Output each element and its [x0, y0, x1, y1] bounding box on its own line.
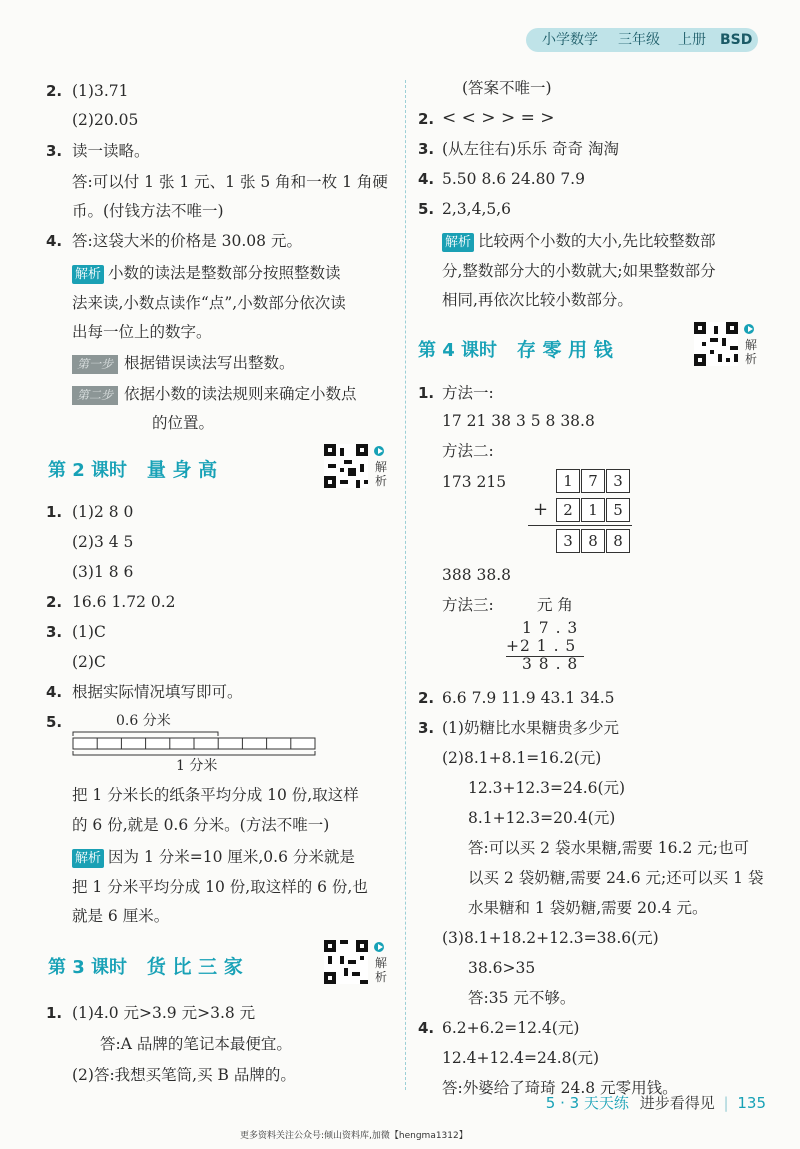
play-icon — [374, 942, 384, 952]
plus-sign: + — [533, 499, 549, 520]
answer: 根据实际情况填写即可。 — [72, 683, 243, 701]
lesson-title: 存 零 用 钱 — [516, 339, 613, 361]
answer: (3)1 8 6 — [72, 563, 134, 581]
answer: 答:可以付 1 张 1 元、1 张 5 角和一枚 1 角硬 — [72, 173, 388, 191]
ruler-bottom-label: 1 分米 — [176, 758, 218, 774]
unit-header: 元 角 — [537, 596, 573, 614]
step-2-text: 的位置。 — [152, 414, 215, 432]
q-number: 4. — [46, 683, 63, 701]
digit-box: 1 — [556, 469, 580, 493]
q-number: 5. — [46, 713, 63, 731]
answer: 6.6 7.9 11.9 43.1 34.5 — [442, 689, 615, 707]
answer: 答:A 品牌的笔记本最便宜。 — [100, 1035, 292, 1053]
lesson-4-heading — [418, 335, 613, 362]
jiexi-tag: 解析 — [72, 849, 104, 868]
q-number: 3. — [418, 140, 435, 158]
footnote: 更多资料关注公众号:倾山资料库,加微【hengma1312】 — [240, 1131, 468, 1141]
explanation — [72, 263, 341, 284]
step-2-text: 依据小数的读法规则来确定小数点 — [124, 385, 357, 403]
answer: 水果糖和 1 袋奶糖,需要 20.4 元。 — [468, 899, 708, 917]
page-footer: 5 · 3 天天练 进步看得见 | 135 — [545, 1094, 766, 1112]
page-number: 135 — [737, 1094, 766, 1112]
step-2 — [72, 384, 357, 405]
lesson-2-heading — [48, 455, 217, 482]
answer: (2)8.1+8.1=16.2(元) — [442, 749, 602, 767]
jiexi-tag: 解析 — [72, 265, 104, 284]
q-number: 1. — [46, 1004, 63, 1022]
digit-box: 3 — [606, 469, 630, 493]
answer: (2)C — [72, 653, 106, 671]
answer: 8.1+12.3=20.4(元) — [468, 809, 616, 827]
explanation-text: 因为 1 分米=10 厘米,0.6 分米就是 — [108, 848, 355, 866]
jiexi-tag: 解析 — [442, 233, 474, 252]
qr-code-icon[interactable] — [694, 322, 738, 366]
digit-box: 8 — [606, 529, 630, 553]
digit-box: 5 — [606, 498, 630, 522]
answer: (3)8.1+18.2+12.3=38.6(元) — [442, 929, 659, 947]
q-number: 2. — [418, 110, 435, 128]
q-number: 1. — [418, 384, 435, 402]
lesson-title: 量 身 高 — [146, 459, 218, 481]
q-number: 4. — [418, 170, 435, 188]
answer: 以买 2 袋奶糖,需要 24.6 元;还可以买 1 袋 — [468, 869, 764, 887]
q-number: 2. — [46, 593, 63, 611]
footer-brand: 5 · 3 天天练 — [545, 1094, 629, 1112]
explanation-text: 就是 6 厘米。 — [72, 907, 170, 925]
step-1 — [72, 353, 295, 374]
explanation-text: 出每一位上的数字。 — [72, 323, 212, 341]
digit-box: 2 — [556, 498, 580, 522]
explanation-text: 比较两个小数的大小,先比较整数部 — [478, 232, 716, 250]
column-divider — [405, 80, 406, 1090]
answer: 388 38.8 — [442, 566, 512, 584]
step-2-tag: 第二步 — [72, 386, 118, 405]
answer: (1)4.0 元>3.9 元>3.8 元 — [72, 1004, 256, 1022]
answer: 答:这袋大米的价格是 30.08 元。 — [72, 232, 302, 250]
play-icon — [744, 324, 754, 334]
q-number: 3. — [418, 719, 435, 737]
grade: 三年级 — [618, 32, 660, 48]
qr-code-icon[interactable] — [324, 444, 368, 488]
answer: (2)答:我想买笔筒,买 B 品牌的。 — [72, 1066, 296, 1084]
q-number: 3. — [46, 142, 63, 160]
explanation-text: 分,整数部分大的小数就大;如果整数部分 — [442, 262, 716, 280]
calc-row: +2 1 . 5 — [506, 637, 577, 655]
explanation-text: 法来读,小数点读作“点”,小数部分依次读 — [72, 294, 346, 312]
explanation — [442, 231, 715, 252]
qr-label: 解析 — [375, 956, 388, 984]
play-icon — [374, 446, 384, 456]
answer: (2)20.05 — [72, 111, 139, 129]
digit-box: 7 — [581, 469, 605, 493]
answer: 12.4+12.4=24.8(元) — [442, 1049, 600, 1067]
step-1-text: 根据错误读法写出整数。 — [124, 354, 295, 372]
answer: < < > > = > — [442, 108, 555, 128]
answer: 2,3,4,5,6 — [442, 200, 512, 218]
answer: 答:外婆给了琦琦 24.8 元零用钱。 — [442, 1079, 678, 1097]
answer: 173 215 — [442, 473, 507, 491]
footer-slogan: 进步看得见 — [639, 1094, 715, 1112]
method-label: 方法三: — [442, 596, 494, 614]
answer: 读一读略。 — [72, 142, 150, 160]
answer: 6.2+6.2=12.4(元) — [442, 1019, 580, 1037]
explanation-text: 小数的读法是整数部分按照整数读 — [108, 264, 341, 282]
term: 上册 — [678, 32, 706, 48]
lesson-title: 货 比 三 家 — [146, 956, 243, 978]
digit-box: 8 — [581, 529, 605, 553]
answer: (1)奶糖比水果糖贵多少元 — [442, 719, 619, 737]
sum-line — [528, 525, 632, 526]
qr-code-icon[interactable] — [324, 940, 368, 984]
lesson-number: 第 3 课时 — [48, 957, 128, 978]
calc-row: 1 7 . 3 — [522, 619, 579, 637]
answer: 答:可以买 2 袋水果糖,需要 16.2 元;也可 — [468, 839, 749, 857]
answer: (1)C — [72, 623, 106, 641]
digit-box: 1 — [581, 498, 605, 522]
lesson-number: 第 2 课时 — [48, 460, 128, 481]
header-badge — [526, 28, 758, 52]
method-label: 方法一: — [442, 384, 494, 402]
answer: 17 21 38 3 5 8 38.8 — [442, 412, 595, 430]
digit-box: 3 — [556, 529, 580, 553]
q-number: 5. — [418, 200, 435, 218]
answer: 币。(付钱方法不唯一) — [72, 202, 224, 220]
explanation — [72, 847, 355, 868]
explanation-text: 把 1 分米平均分成 10 份,取这样的 6 份,也 — [72, 878, 368, 896]
answer: 5.50 8.6 24.80 7.9 — [442, 170, 585, 188]
q-number: 2. — [418, 689, 435, 707]
answer: (1)3.71 — [72, 82, 129, 100]
q-number: 4. — [418, 1019, 435, 1037]
calc-row: 3 8 . 8 — [522, 655, 579, 673]
subject: 小学数学 — [542, 32, 598, 48]
explanation-text: 相同,再依次比较小数部分。 — [442, 291, 633, 309]
answer: 16.6 1.72 0.2 — [72, 593, 176, 611]
ruler-top-label: 0.6 分米 — [116, 713, 171, 729]
answer: (从左往右)乐乐 奇奇 淘淘 — [442, 140, 619, 158]
qr-label: 解析 — [745, 338, 758, 366]
method-label: 方法二: — [442, 442, 494, 460]
answer: (2)3 4 5 — [72, 533, 134, 551]
q-number: 4. — [46, 232, 63, 250]
answer: 12.3+12.3=24.6(元) — [468, 779, 626, 797]
lesson-3-heading — [48, 952, 243, 979]
note: (答案不唯一) — [462, 79, 552, 97]
edition: BSD — [720, 32, 753, 48]
answer: 答:35 元不够。 — [468, 989, 576, 1007]
qr-label: 解析 — [375, 460, 388, 488]
q-number: 2. — [46, 82, 63, 100]
lesson-number: 第 4 课时 — [418, 340, 498, 361]
answer: (1)2 8 0 — [72, 503, 134, 521]
answer: 的 6 份,就是 0.6 分米。(方法不唯一) — [72, 816, 330, 834]
q-number: 1. — [46, 503, 63, 521]
answer: 把 1 分米长的纸条平均分成 10 份,取这样 — [72, 786, 359, 804]
q-number: 3. — [46, 623, 63, 641]
step-1-tag: 第一步 — [72, 355, 118, 374]
answer: 38.6>35 — [468, 959, 536, 977]
